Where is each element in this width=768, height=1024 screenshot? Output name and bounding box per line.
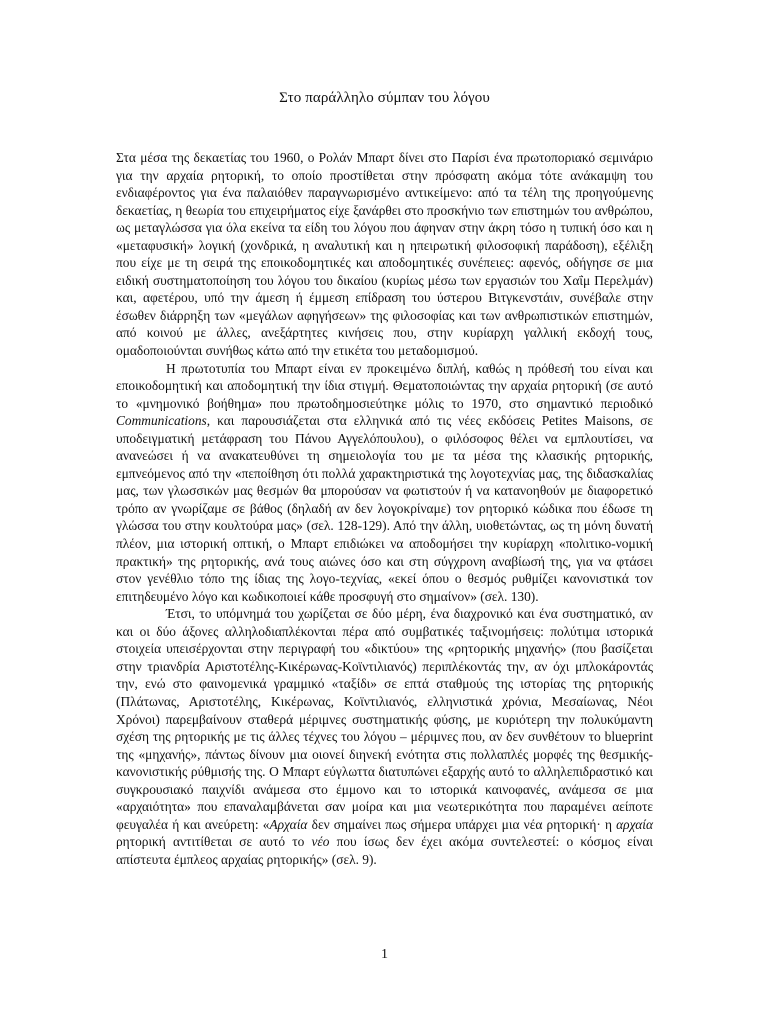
document-page — [116, 0, 653, 1024]
page-title: Στο παράλληλο σύμπαν του λόγου — [279, 90, 490, 106]
text-segment: ρητορική αντιτίθεται σε αυτό το — [116, 834, 312, 850]
italic-text-segment: Communications — [116, 413, 207, 429]
paragraph-3 — [116, 605, 653, 868]
italic-text-segment: αρχαία — [616, 816, 653, 832]
page-number: 1 — [381, 947, 388, 962]
text-segment: που ίσως δεν έχει ακόμα συντελεστεί: ο κόσμος είναι απίστευτα έμπλεος αρχαίας ρητορικής» (σελ. 9). — [116, 834, 654, 867]
text-segment: Έτσι, το υπόμνημά του χωρίζεται σε δύο μέρη, ένα διαχρονικό και ένα συστηματικό, αν και οι δύο άξονες αλληλοδιαπλέκονται πέρα από συμβατικές ταξινομήσεις: πολύτιμα ιστορικά στοιχεία υπεισέρχονται στην περιγραφή του «δικτύου» της «ρητορικής μηχανής» (που βασίζεται στην τριανδρία Αριστοτέλης-Κικέρωνας-Κοϊντιλιανός) περιπλέκοντάς την, αν όχι μπλοκάροντάς την, ενώ στο φαινομενικά γραμμικό «ταξίδι» σε επτά σταθμούς της ιστορίας της ρητορικής (Πλάτωνας, Αριστοτέλης, Κικέρωνας, Κοϊντιλιανός, ελληνιστικά χρόνια, Μεσαίωνας, Νέοι Χρόνοι) παρεμβαίνουν σταθερά μέριμνες συστηματικής φύσης, με κυριότερη την πολυκύμαντη σχέση της ρητορικής με τις άλλες τέχνες του λόγου – μέριμνες που, αν δεν συνθέτουν το blueprint της «μηχανής», πάντως δίνουν μια οιονεί διηνεκή ενότητα στις πολλαπλές μορφές της θεσμικής-κανονιστικής ρύθμισής της. Ο Μπαρτ εύγλωττα διατυπώνει εξαρχής αυτό το αλληλεπιδραστικό και συγκρουσιακό παιχνίδι ανάμεσα στο έμμονο και το ιστορικά καινοφανές, ανάμεσα σε μια «αρχαιότητα» που επαναλαμβάνεται σαν μοίρα και μια νεωτερικότητα που παραμένει αείποτε φευγαλέα ή και ανεύρετη: « — [116, 606, 653, 832]
paragraph-1 — [116, 149, 653, 360]
italic-text-segment: νέο — [311, 834, 330, 850]
italic-text-segment: Αρχαία — [269, 816, 308, 832]
article-body — [116, 149, 653, 868]
text-segment: Στα μέσα της δεκαετίας του 1960, ο Ρολάν Μπαρτ δίνει στο Παρίσι ένα πρωτοποριακό σεμινάριο για την αρχαία ρητορική, το οποίο προστίθεται στην πρόσφατη ακόμα τότε ανάκαμψη του ενδιαφέροντος για ένα παλαιόθεν παραγνωρισμένο αντικείμενο: από τα τέλη της προηγούμενης δεκαετίας, η θεωρία του επιχειρήματος είχε ξανάρθει στο προσκήνιο των επιστημών του ανθρώπου, ως μεταγλώσσα για όλα εκείνα τα είδη του λόγου που άφηναν στην άκρη τόσο η τυπική όσο και η «μεταφυσική» λογική (χονδρικά, η αναλυτική και η ηπειρωτική φιλοσοφική παράδοση), εξέλιξη που είχε με τη σειρά της εποικοδομητικές και αποδομητικές συνέπειες: αφενός, οδήγησε σε μια ειδική συστηματοποίηση του λόγου του δικαίου (κυρίως μέσω των εργασιών του Χαΐμ Περελμάν) και, αφετέρου, υπό την άμεση ή έμμεση επίδραση του ύστερου Βιτγκενστάιν, συνέβαλε στην έσωθεν διάρρηξη των «μεγάλων αφηγήσεων» της φιλοσοφίας και των ανθρωπιστικών επιστημών, από κοινού με άλλες, ανεξάρτητες κινήσεις που, στην κυρίαρχη γαλλική εκδοχή τους, ομαδοποιούνται συνήθως κάτω από την ετικέτα του μεταδομισμού. — [116, 150, 653, 359]
text-segment: δεν σημαίνει πως σήμερα υπάρχει μια νέα ρητορική· η — [307, 816, 617, 832]
text-segment: Η πρωτοτυπία του Μπαρτ είναι εν προκειμένω διπλή, καθώς η πρόθεσή του είναι και εποικοδομητική και αποδομητική την ίδια στιγμή. Θεματοποιώντας την αρχαία ρητορική (σε αυτό το «μνημονικό βοήθημα» που πρωτοδημοσιεύτηκε μόλις το 1970, στο σημαντικό περιοδικό — [116, 360, 653, 411]
paragraph-2 — [116, 360, 653, 606]
text-segment: , και παρουσιάζεται στα ελληνικά από τις νέες εκδόσεις Petites Maisons, σε υποδειγματική μετάφραση του Πάνου Αγγελόπουλου), ο φιλόσοφος θέλει να εμπλουτίσει, να ανανεώσει ή να ανακατευθύνει τη σημειολογία του με τα μέσα της κλασικής ρητορικής, εμπνεόμενος από την «πεποίθηση ότι πολλά χαρακτηριστικά της λογοτεχνίας μας, της διδασκαλίας μας, των γλωσσικών μας θεσμών θα μπορούσαν να φωτιστούν ή να κατανοηθούν με διαφορετικό τρόπο αν γνωρίζαμε σε βάθος (δηλαδή αν δεν λογοκρίναμε) τον ρητορικό κώδικα που έδωσε τη γλώσσα του στην κουλτούρα μας» (σελ. 128-129). Από την άλλη, υιοθετώντας, ως τη μόνη δυνατή πλέον, μια ιστορική οπτική, ο Μπαρτ επιδιώκει να αποδομήσει την κυρίαρχη «πολιτικο-νομική πρακτική» της ρητορικής, ανά τους αιώνες όσο και στη σύγχρονη αναβίωσή της, για να φτάσει στον γενέθλιο τόπο της ίδιας της λογο-τεχνίας, «εκεί όπου ο θεσμός ρυθμίζει κανονιστικά τον επιτηδευμένο λόγο και κωδικοποιεί κάθε προσφυγή στο σημαίνον» (σελ. 130). — [116, 413, 653, 604]
